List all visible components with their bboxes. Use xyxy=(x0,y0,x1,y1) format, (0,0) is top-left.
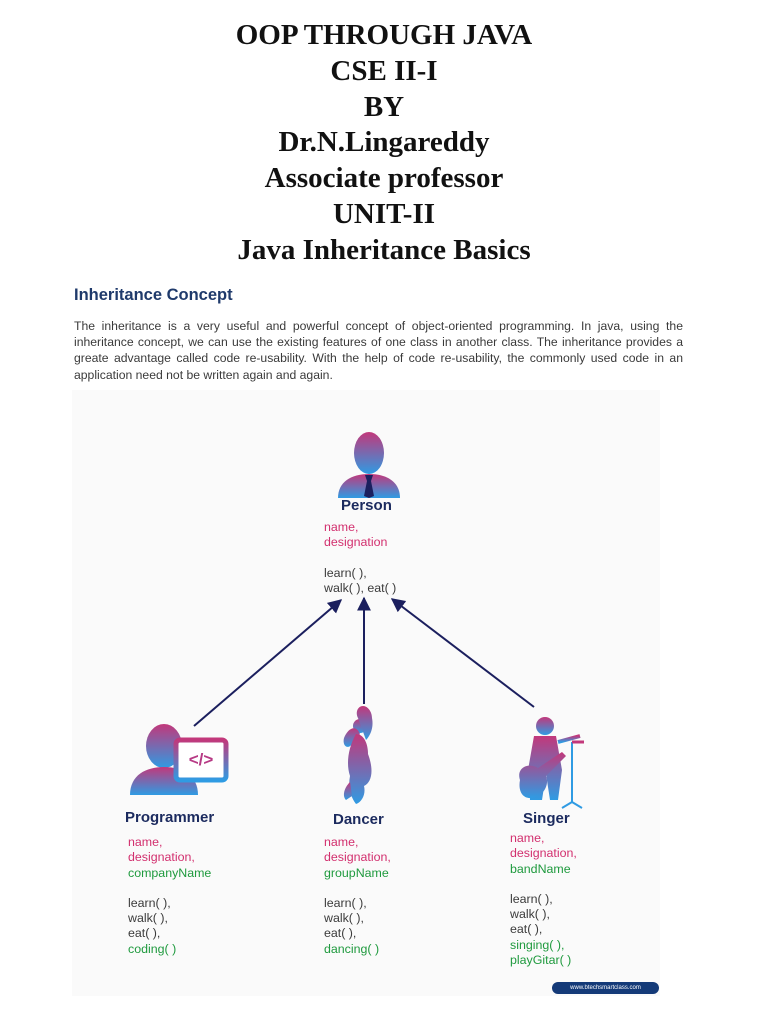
class-section: CSE II-I xyxy=(330,54,438,87)
programmer-members xyxy=(128,835,211,957)
singer-members xyxy=(510,831,577,968)
author-name: Dr.N.Lingareddy xyxy=(278,126,490,159)
arrow-singer-to-person xyxy=(392,599,534,707)
singer-class-name: Singer xyxy=(523,810,570,827)
inheritance-diagram xyxy=(72,390,660,996)
new-method: dancing( ) xyxy=(324,941,380,956)
source-watermark: www.btechsmartclass.com xyxy=(552,982,659,994)
attribute: designation, xyxy=(510,846,577,861)
singer-icon xyxy=(519,717,584,808)
unit-label: UNIT-II xyxy=(332,197,436,230)
new-attribute: groupName xyxy=(324,865,389,880)
svg-text:</>: </> xyxy=(188,750,214,769)
arrow-programmer-to-person xyxy=(194,600,341,726)
programmer-icon xyxy=(130,724,226,795)
intro-paragraph: The inheritance is a very useful and powerful concept of object-oriented programming. In java, using the inheritance concept, we can use the existing features of one class in another class. The inheritance provides a greate advantage called code re-usability. With the help of code re-usability, the commonly used code in an application need not be written again and again. xyxy=(74,319,683,382)
dancer-members xyxy=(324,835,391,957)
method: learn( ), xyxy=(128,895,171,910)
method: walk( ), xyxy=(510,907,550,922)
method: learn( ), xyxy=(324,895,367,910)
attribute: designation xyxy=(324,535,388,550)
spacer xyxy=(510,877,577,892)
spacer xyxy=(128,881,211,896)
method: walk( ), eat( ) xyxy=(324,580,397,595)
method: walk( ), xyxy=(324,911,364,926)
attribute: name, xyxy=(324,835,359,849)
new-method: playGitar( ) xyxy=(510,953,572,968)
attribute: name, xyxy=(510,831,545,845)
method: learn( ), xyxy=(324,565,367,580)
by-line: BY xyxy=(363,90,405,123)
new-method: singing( ), xyxy=(510,937,565,952)
method: learn( ), xyxy=(510,891,553,906)
spacer xyxy=(324,881,391,896)
section-heading: Inheritance Concept xyxy=(74,286,233,304)
spacer xyxy=(324,551,396,566)
new-method: coding( ) xyxy=(128,941,177,956)
course-title: OOP THROUGH JAVA xyxy=(235,19,533,51)
topic-title: Java Inheritance Basics xyxy=(237,233,531,266)
dancer-icon xyxy=(344,706,373,804)
person-class-name: Person xyxy=(341,497,392,514)
method: eat( ), xyxy=(128,926,161,941)
dancer-class-name: Dancer xyxy=(333,811,384,828)
attribute: name, xyxy=(324,520,359,534)
method: walk( ), xyxy=(128,911,168,926)
attribute: name, xyxy=(128,835,163,849)
new-attribute: bandName xyxy=(510,861,571,876)
method: eat( ), xyxy=(324,926,357,941)
author-role: Associate professor xyxy=(264,162,504,195)
attribute: designation, xyxy=(324,850,391,865)
method: eat( ), xyxy=(510,922,543,937)
programmer-class-name: Programmer xyxy=(125,809,215,826)
attribute: designation, xyxy=(128,850,195,865)
new-attribute: companyName xyxy=(128,865,212,880)
person-members xyxy=(324,520,396,596)
document-title xyxy=(0,18,768,269)
person-icon xyxy=(338,432,400,498)
